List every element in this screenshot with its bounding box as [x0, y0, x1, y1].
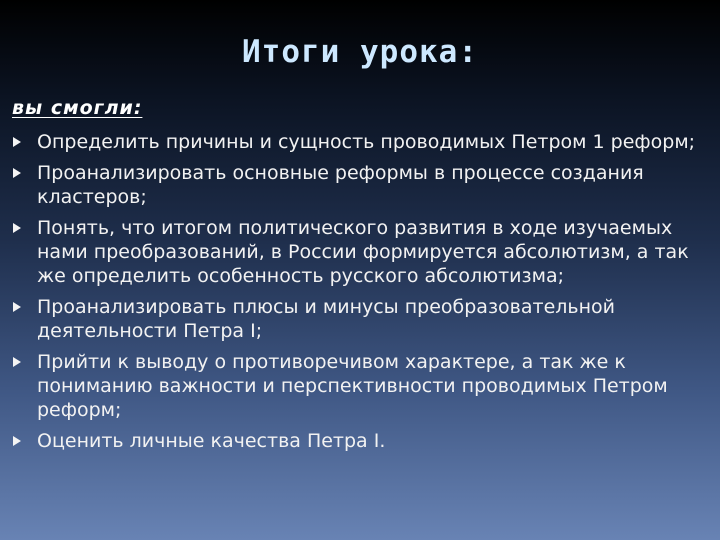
bullet-item: [12, 130, 712, 154]
bullet-list: [12, 130, 712, 460]
bullet-text: Оценить личные качества Петра I.: [37, 430, 386, 452]
bullet-text: Прийти к выводу о противоречивом характере, а так же к пониманию важности и перспективности проводимых Петром реформ;: [37, 351, 668, 421]
slide-title: Итоги урока:: [242, 34, 478, 70]
bullet-item: [12, 216, 712, 288]
triangle-bullet-icon: [13, 137, 21, 147]
bullet-item: [12, 295, 712, 343]
triangle-bullet-icon: [13, 168, 21, 178]
slide-subtitle: вы смогли:: [12, 97, 143, 119]
bullet-text: Понять, что итогом политического развития в ходе изучаемых нами преобразований, в России формируется абсолютизм, а так же определить особенность русского абсолютизма;: [37, 217, 689, 287]
bullet-text: Определить причины и сущность проводимых Петром 1 реформ;: [37, 131, 696, 153]
bullet-item: [12, 429, 712, 453]
bullet-text: Проанализировать основные реформы в процессе создания кластеров;: [37, 162, 644, 208]
bullet-item: [12, 161, 712, 209]
bullet-item: [12, 350, 712, 422]
triangle-bullet-icon: [13, 302, 21, 312]
triangle-bullet-icon: [13, 223, 21, 233]
bullet-text: Проанализировать плюсы и минусы преобразовательной деятельности Петра I;: [37, 296, 616, 342]
triangle-bullet-icon: [13, 436, 21, 446]
triangle-bullet-icon: [13, 357, 21, 367]
